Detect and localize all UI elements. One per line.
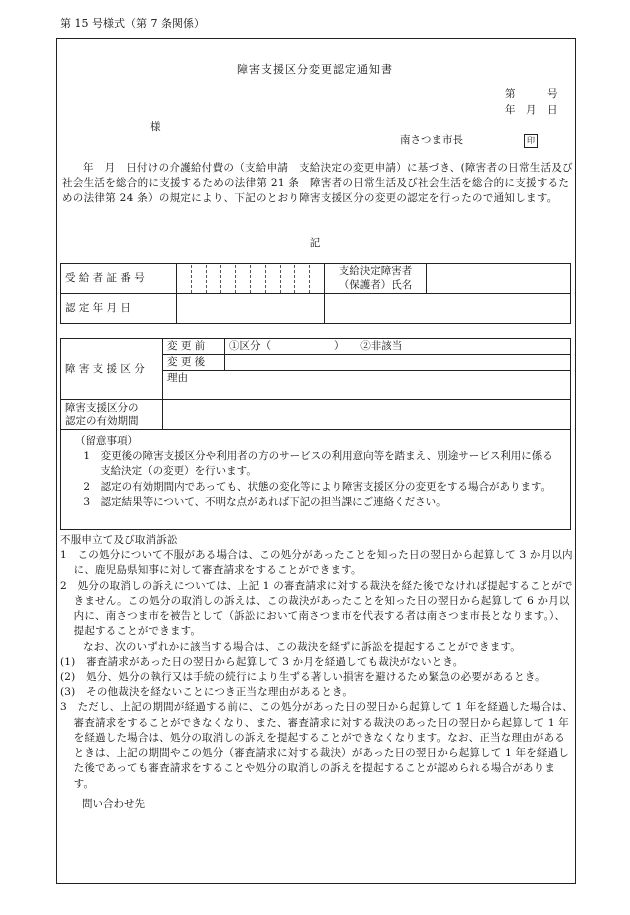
person-name-label-line1: 支給決定障害者	[338, 265, 413, 278]
before-change-label: 変 更 前	[163, 339, 225, 355]
appeal-sub-item: (3) その他裁決を経ないことにつき正当な理由があるとき。	[60, 686, 354, 699]
certification-date-blank	[325, 294, 571, 324]
note-item: 2 認定の有効期間内であっても、状態の変化等により障害支援区分の変更をする場合があります。	[83, 480, 552, 493]
recipient-number-field[interactable]	[177, 264, 325, 294]
appeal-paragraph-2: 2 処分の取消しの訴えについては、上記 1 の審査請求に対する裁決を経た後でなければ提起することができません。この処分の取消しの訴えは、この裁決があったことを知った日の翌日から起算して 6 か月以内に、南さつま市を被告として（訴訟において南さつま市を代表する者は南さつま市長となります。）、提起することができます。	[60, 579, 573, 638]
form-number: 第 15 号様式（第 7 条関係）	[60, 17, 205, 30]
person-name-label	[325, 264, 427, 294]
notes-heading: （留意事項）	[75, 435, 138, 447]
intro-paragraph: 年 月 日付けの介護給付費の（支給申請 支給決定の変更申請）に基づき、(障害者の日常生活及び社会生活を総合的に支援するための法律第 21 条 障害者の日常生活及び社会生活を総合的に支援するための法律第 24 条）の規定により、下記のとおり障害支援区分の変更の認定を行ったので通知します。	[62, 162, 573, 205]
appeal-sub-item: (2) 処分、処分の執行又は手続の続行により生ずる著しい損害を避けるため緊急の必要があるとき。	[60, 670, 546, 683]
appeal-section	[60, 533, 573, 792]
document-number: 第 号	[505, 88, 558, 100]
validity-period-label-line2: 認定の有効期間	[65, 414, 139, 427]
ki-heading: 記	[309, 237, 321, 249]
appeal-paragraph-3: 3 ただし、上記の期間が経過する前に、この処分があった日の翌日から起算して 1 年を経過した場合は、審査請求をすることができなくなり、また、審査請求に対する裁決のあった日の翌日から起算して 1 年を経過した場合は、処分の取消しの訴えを提起することができなくなります。なお、正当な理由があるときは、上記の期間やこの処分（審査請求に対する裁決）があった日の翌日から起算して 1 年を経過した後であっても審査請求をすることや処分の取消しの訴えを提起することが認められる場合があります。	[60, 701, 573, 790]
certification-date-field[interactable]	[177, 294, 325, 324]
appeal-paragraph-2b: なお、次のいずれかに該当する場合は、この裁決を経ずに訴訟を提起することができます。	[83, 640, 521, 653]
notes-box	[60, 428, 571, 530]
document-date: 年 月 日	[505, 104, 558, 116]
person-name-label-line2: （保護者）氏名	[338, 278, 413, 291]
digit-boxes	[177, 265, 324, 293]
after-change-label: 変 更 後	[163, 355, 225, 371]
certification-date-label: 認 定 年 月 日	[61, 294, 177, 324]
validity-period-label-line1: 障害支援区分の	[65, 401, 139, 414]
person-name-field[interactable]	[427, 264, 571, 294]
contact-label: 問い合わせ先	[82, 798, 145, 810]
reason-field[interactable]	[163, 371, 571, 400]
appeal-paragraph-1: 1 この処分について不服がある場合は、この処分があったことを知った日の翌日から起算して 3 か月以内に、鹿児島県知事に対して審査請求をすることができます。	[60, 549, 573, 577]
appeal-heading: 不服申立て及び取消訴訟	[60, 534, 178, 546]
note-item: 3 認定結果等について、不明な点があれば下記の担当課にご連絡ください。	[83, 495, 447, 508]
recipient-table	[60, 263, 571, 324]
validity-period-label	[61, 400, 163, 430]
issuer-name: 南さつま市長	[400, 134, 463, 146]
support-category-table	[60, 338, 571, 430]
page-title: 障害支援区分変更認定通知書	[237, 63, 393, 76]
before-change-value[interactable]: ①区分（ ） ②非該当	[225, 339, 571, 355]
note-item: 1 変更後の障害支援区分や利用者の方のサービスの利用意向等を踏まえ、別途サービス利用に係る支給決定（の変更）を行います。	[83, 450, 553, 478]
seal-stamp: 印	[524, 134, 538, 148]
recipient-number-label: 受 給 者 証 番 号	[61, 264, 177, 294]
addressee: 様	[150, 121, 161, 133]
appeal-sub-item: (1) 審査請求があった日の翌日から起算して 3 か月を経過しても裁決がないとき。	[60, 655, 464, 668]
after-change-value[interactable]	[225, 355, 571, 371]
validity-period-field[interactable]	[163, 400, 571, 430]
support-category-label: 障 害 支 援 区 分	[61, 339, 163, 400]
reason-label: 理由	[167, 372, 188, 385]
